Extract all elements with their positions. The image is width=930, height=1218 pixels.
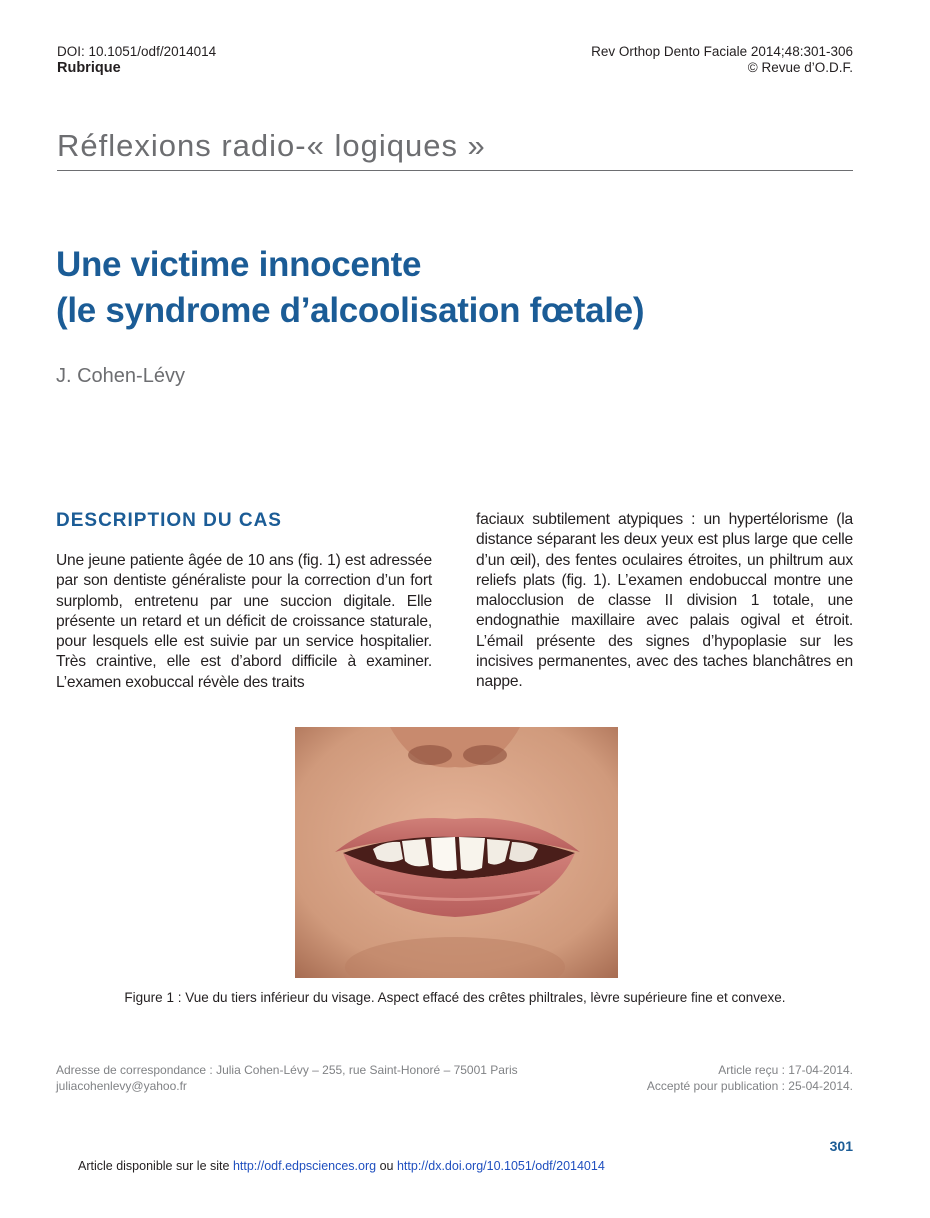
author: J. Cohen-Lévy [56,365,185,387]
copyright: © Revue d’O.D.F. [747,60,853,75]
correspondence-email[interactable]: juliacohenlevy@yahoo.fr [56,1079,187,1093]
doi-link[interactable]: http://dx.doi.org/10.1051/odf/2014014 [396,1159,605,1173]
body-column-left: Une jeune patiente âgée de 10 ans (fig. 1) est adressée par son dentiste généraliste pour la correction d’un fort surplomb, entretenu par une succion digitale. Elle présente un retard et un déficit de croissance staturale, pour lesquels elle est suivie par un service hospitalier. Très craintive, elle est d’abord difficile à examiner. L’examen exobuccal révèle des traits [56,552,432,691]
availability-prefix: Article disponible sur le site [78,1159,230,1173]
body-column-right: faciaux subtilement atypiques : un hypertélorisme (la distance séparant les deux yeux est plus large que celle d’un œil), des fentes oculaires étroites, un philtrum aux reliefs plats (fig. 1). L’examen endobuccal montre une malocclusion de classe II division 1 totale, une endognathie maxillaire avec palais ogival et étroit. L’émail présente des signes d’hypoplasie sur les incisives permanentes, avec des taches blanchâtres en nappe. [476,511,853,691]
section-heading: DESCRIPTION DU CAS [56,510,282,531]
figure-label: Figure 1 : [124,990,182,1005]
availability-line [78,1159,605,1173]
figure-caption-text: Vue du tiers inférieur du visage. Aspect effacé des crêtes philtrales, lèvre supérieure fine et convexe. [185,990,786,1005]
page-number: 301 [829,1138,853,1154]
header-left [57,44,216,76]
title-line-1: Une victime innocente [56,245,422,284]
section-title: Réflexions radio-« logiques » [57,128,853,171]
figure-photo [295,727,618,978]
title-line-2: (le syndrome d’alcoolisation fœtale) [56,291,645,330]
availability-or: ou [379,1159,394,1173]
correspondence-address: Adresse de correspondance : Julia Cohen-Lévy – 255, rue Saint-Honoré – 75001 Paris [56,1063,518,1077]
rubrique: Rubrique [57,60,121,76]
received-date: Article reçu : 17-04-2014. [718,1063,853,1077]
journal-citation: Rev Orthop Dento Faciale 2014;48:301-306 [591,44,853,59]
correspondence [56,1062,518,1094]
header-right [591,44,853,76]
site-link[interactable]: http://odf.edpsciences.org [232,1159,377,1173]
article-dates [647,1062,853,1094]
article-title [56,242,876,334]
accepted-date: Accepté pour publication : 25-04-2014. [646,1079,853,1093]
figure-caption [0,990,910,1005]
mouth-photo-illustration [295,727,618,978]
doi: DOI: 10.1051/odf/2014014 [57,44,217,59]
